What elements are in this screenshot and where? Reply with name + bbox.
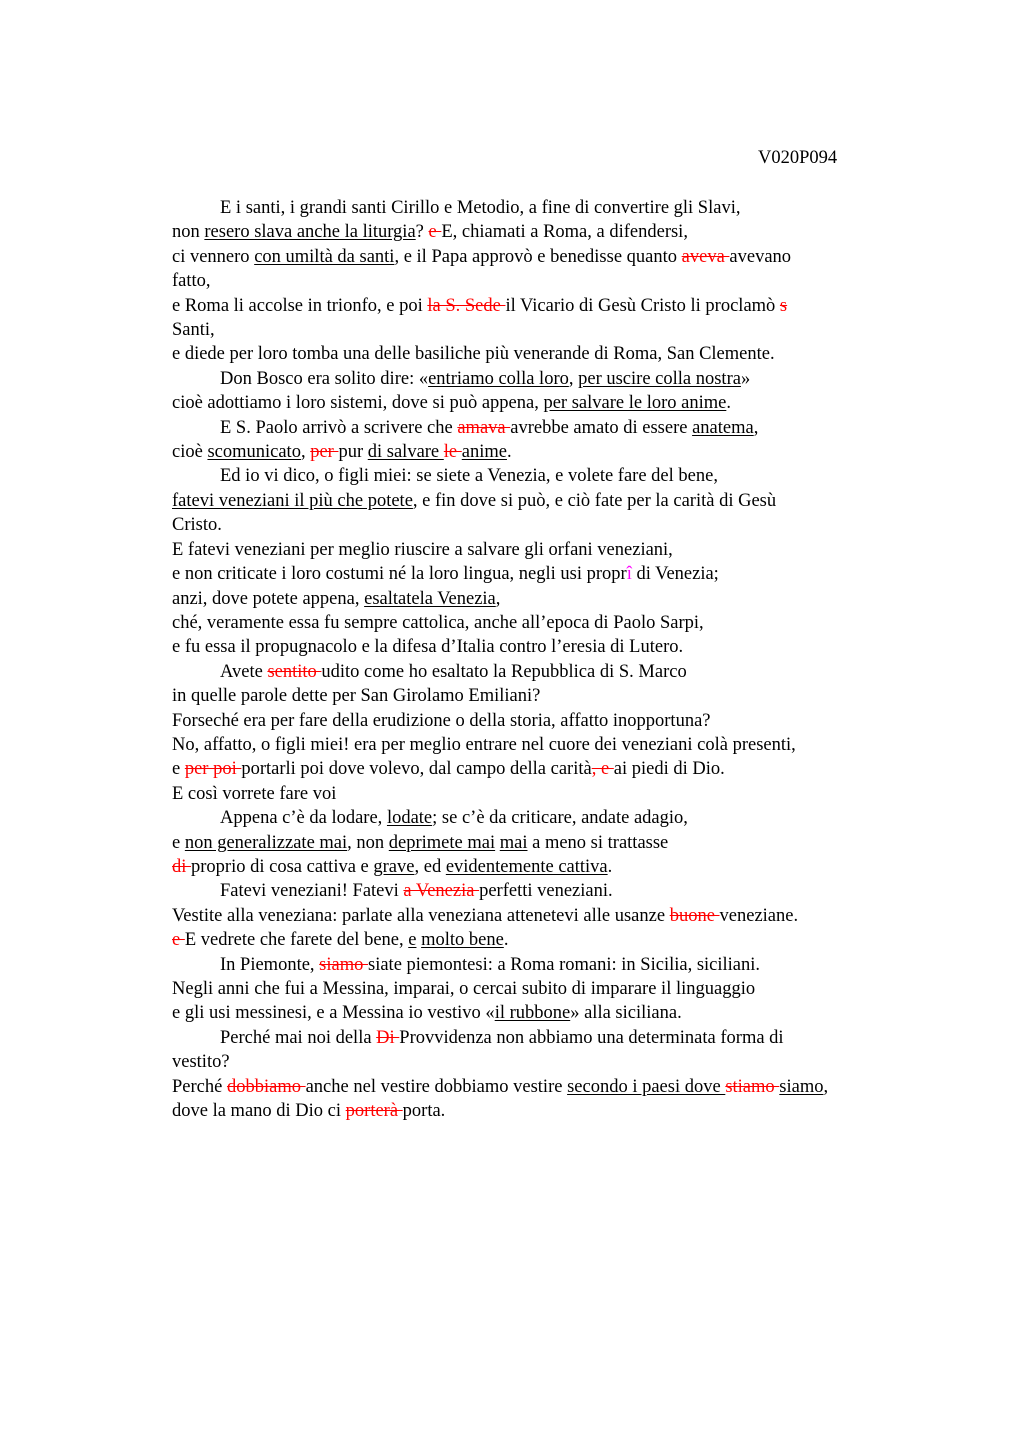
text-segment: Don Bosco era solito dire: «	[220, 368, 429, 389]
underlined-text: con umiltà da santi	[254, 246, 395, 267]
text-segment: di Venezia;	[631, 564, 719, 585]
deleted-text: per	[310, 442, 339, 463]
text-line	[172, 245, 932, 269]
text-segment: ; se c’è da criticare, andate adagio,	[432, 808, 688, 829]
text-line	[172, 220, 932, 244]
text-segment: Santi,	[172, 320, 215, 341]
underlined-text: scomunicato	[207, 442, 301, 463]
deleted-text: la S. Sede	[427, 295, 506, 316]
text-segment: Cristo.	[172, 515, 222, 536]
underlined-text: siamo	[779, 1076, 824, 1097]
text-segment: Appena c’è da lodare,	[220, 808, 387, 829]
text-segment: siate piemontesi: a Roma romani: in Sicilia, siciliani.	[368, 954, 761, 975]
text-segment: ,	[568, 368, 579, 389]
text-segment: Forseché era per fare della erudizione o della storia, affatto inopportuna?	[172, 710, 711, 731]
text-line	[172, 1050, 932, 1074]
text-line	[172, 806, 932, 830]
underlined-text: grave	[373, 856, 415, 877]
underlined-text: mai	[499, 832, 528, 853]
text-segment: avrebbe amato di essere	[510, 417, 693, 438]
text-segment: , ed	[414, 856, 446, 877]
text-segment: E vedrete che farete del bene,	[184, 930, 409, 951]
text-segment: cioè	[172, 442, 208, 463]
underlined-text: di salvare	[367, 442, 444, 463]
text-segment: pur	[338, 442, 368, 463]
text-segment: .	[503, 930, 509, 951]
deleted-text: , e	[591, 759, 614, 780]
text-segment: ,	[823, 1076, 829, 1097]
deleted-text: amava	[457, 417, 511, 438]
text-segment: e non criticate i loro costumi né la loro lingua, negli usi propr	[172, 564, 627, 585]
text-line	[172, 879, 932, 903]
text-line	[172, 489, 932, 513]
text-segment: e diede per loro tomba una delle basiliche più venerande di Roma, San Clemente.	[172, 344, 775, 365]
text-segment: E i santi, i grandi santi Cirillo e Metodio, a fine di convertire gli Slavi,	[220, 198, 741, 218]
underlined-text: evidentemente cattiva	[445, 856, 608, 877]
text-segment: portarli poi dove volevo, dal campo della carità	[241, 759, 592, 780]
deleted-text: buone	[669, 905, 720, 926]
text-line	[172, 928, 932, 952]
text-segment: cioè adottiamo i loro sistemi, dove si può appena,	[172, 393, 544, 414]
text-line	[172, 391, 932, 415]
text-segment: ?	[415, 222, 429, 243]
text-segment: » alla siciliana.	[570, 1003, 682, 1024]
underlined-text: e	[408, 930, 417, 951]
text-segment: avevano	[729, 246, 792, 267]
text-segment: perfetti veneziani.	[479, 881, 613, 902]
text-segment: , e fin dove si può, e ciò fate per la carità di Gesù	[412, 490, 777, 511]
text-segment: a meno si trattasse	[527, 832, 669, 853]
text-line	[172, 733, 932, 757]
text-segment: e gli usi messinesi, e a Messina io vestivo «	[172, 1003, 495, 1024]
text-line	[172, 367, 932, 391]
text-line	[172, 294, 932, 318]
deleted-text: porterà	[345, 1101, 403, 1122]
text-line	[172, 977, 932, 1001]
text-segment: ,	[300, 442, 311, 463]
text-segment: Vestite alla veneziana: parlate alla veneziana attenetevi alle usanze	[172, 905, 670, 926]
text-segment: porta.	[402, 1101, 446, 1122]
text-line	[172, 562, 932, 586]
text-segment: E S. Paolo arrivò a scrivere che	[220, 417, 458, 438]
text-segment: anzi, dove potete appena,	[172, 588, 365, 609]
text-segment: e Roma li accolse in trionfo, e poi	[172, 295, 428, 316]
text-line	[172, 953, 932, 977]
underlined-text: secondo i paesi dove	[567, 1076, 726, 1097]
text-segment: Negli anni che fui a Messina, imparai, o cercai subito di imparare il linguaggio	[172, 979, 756, 999]
text-line	[172, 635, 932, 659]
text-line	[172, 1099, 932, 1123]
deleted-text: s	[779, 295, 788, 316]
text-segment: il Vicario di Gesù Cristo li proclamò	[505, 295, 780, 316]
text-segment: veneziane.	[719, 905, 799, 926]
text-segment: Avete	[220, 661, 268, 682]
text-line	[172, 342, 932, 366]
text-segment: dove la mano di Dio ci	[172, 1101, 346, 1122]
underlined-text: deprimete mai	[388, 832, 496, 853]
text-line	[172, 513, 932, 537]
underlined-text: anatema	[692, 417, 754, 438]
text-line	[172, 757, 932, 781]
inserted-text: î	[626, 564, 632, 585]
underlined-text: fatevi veneziani il più che potete	[172, 490, 413, 511]
text-line	[172, 660, 932, 684]
text-segment: vestito?	[172, 1052, 230, 1073]
text-segment: E così vorrete fare voi	[172, 783, 337, 804]
text-segment: Fatevi veneziani! Fatevi	[220, 881, 404, 902]
underlined-text: resero slava anche la liturgia	[204, 222, 416, 243]
text-line	[172, 1026, 932, 1050]
underlined-text: per uscire colla nostra	[578, 368, 741, 389]
underlined-text: anime	[461, 442, 507, 463]
document-body	[172, 196, 932, 1123]
text-segment: udito come ho esaltato la Repubblica di S. Marco	[321, 661, 687, 682]
text-line	[172, 1001, 932, 1025]
text-line	[172, 440, 932, 464]
text-line	[172, 196, 932, 220]
deleted-text: le	[443, 442, 462, 463]
text-segment: E, chiamati a Roma, a difendersi,	[441, 222, 688, 243]
page-id: V020P094	[758, 148, 838, 168]
text-segment: .	[726, 393, 731, 414]
text-segment: e	[172, 759, 185, 780]
text-segment: In Piemonte,	[220, 954, 320, 975]
text-segment: E fatevi veneziani per meglio riuscire a salvare gli orfani veneziani,	[172, 539, 673, 560]
text-line	[172, 855, 932, 879]
text-line	[172, 587, 932, 611]
text-segment: e fu essa il propugnacolo e la difesa d’Italia contro l’eresia di Lutero.	[172, 637, 684, 658]
text-segment: Perché	[172, 1076, 227, 1097]
text-line	[172, 782, 932, 806]
text-segment: Ed io vi dico, o figli miei: se siete a Venezia, e volete fare del bene,	[220, 466, 718, 487]
underlined-text: molto bene	[421, 930, 504, 951]
underlined-text: lodate	[386, 808, 433, 829]
deleted-text: Di	[376, 1027, 400, 1048]
underlined-text: non generalizzate mai	[184, 832, 348, 853]
deleted-text: dobbiamo	[226, 1076, 306, 1097]
text-line	[172, 538, 932, 562]
text-segment: , e il Papa approvò e benedisse quanto	[394, 246, 682, 267]
text-line	[172, 904, 932, 928]
underlined-text: esaltatela Venezia	[364, 588, 496, 609]
text-segment: .	[506, 442, 512, 463]
text-line	[172, 684, 932, 708]
text-segment: .	[607, 856, 613, 877]
text-segment: , non	[347, 832, 389, 853]
text-segment: anche nel vestire dobbiamo vestire	[305, 1076, 568, 1097]
text-line	[172, 831, 932, 855]
deleted-text: di	[172, 856, 192, 877]
deleted-text: sentito	[267, 661, 322, 682]
underlined-text: per salvare le loro anime	[543, 393, 727, 414]
text-segment: Provvidenza non abbiamo una determinata forma di	[399, 1027, 784, 1048]
deleted-text: e	[428, 222, 442, 243]
text-segment: Perché mai noi della	[220, 1027, 377, 1048]
text-segment: proprio di cosa cattiva e	[191, 856, 374, 877]
deleted-text: e	[172, 930, 185, 951]
deleted-text: siamo	[319, 954, 368, 975]
text-segment: ai piedi di Dio.	[613, 759, 725, 780]
text-line	[172, 416, 932, 440]
deleted-text: a Venezia	[403, 881, 480, 902]
text-segment: ci vennero	[172, 246, 255, 267]
text-segment: No, affatto, o figli miei! era per meglio entrare nel cuore dei veneziani colà presenti,	[172, 734, 796, 755]
deleted-text: per poi	[184, 759, 242, 780]
text-segment: ché, veramente essa fu sempre cattolica, anche all’epoca di Paolo Sarpi,	[172, 612, 704, 633]
text-line	[172, 464, 932, 488]
text-line	[172, 1075, 932, 1099]
text-segment: ,	[753, 417, 759, 438]
text-segment: ,	[495, 588, 501, 609]
deleted-text: aveva	[681, 246, 730, 267]
text-segment: non	[172, 222, 205, 243]
text-line	[172, 709, 932, 733]
underlined-text: entriamo colla loro	[428, 368, 569, 389]
text-line	[172, 318, 932, 342]
text-line	[172, 611, 932, 635]
text-segment: e	[172, 832, 185, 853]
text-segment: »	[740, 368, 751, 389]
underlined-text: il rubbone	[494, 1003, 571, 1024]
text-line	[172, 269, 932, 293]
text-segment: in quelle parole dette per San Girolamo Emiliani?	[172, 686, 541, 707]
deleted-text: stiamo	[725, 1076, 780, 1097]
text-segment: fatto,	[172, 271, 211, 292]
